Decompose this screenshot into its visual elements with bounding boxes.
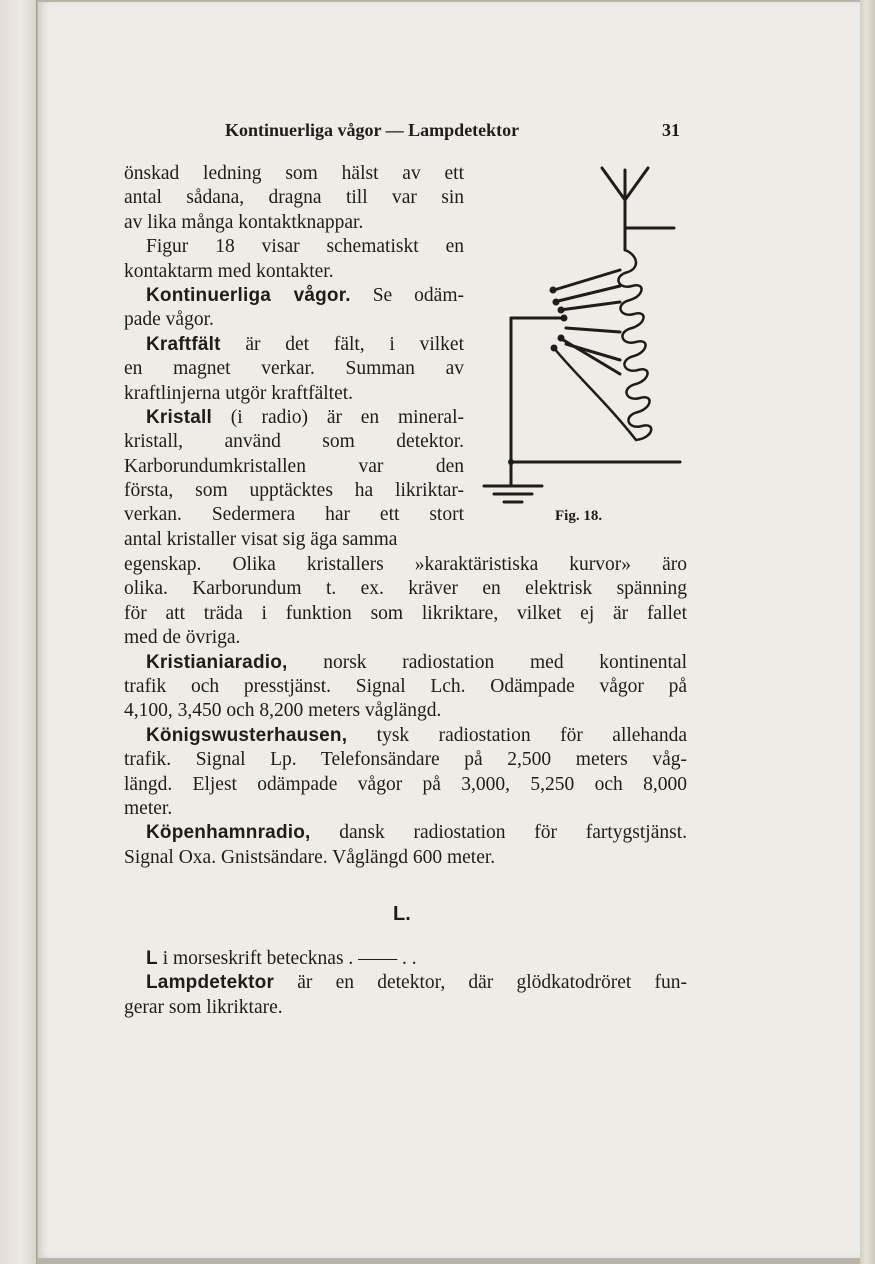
contact-stud-6 [551, 345, 558, 352]
headword: Königswusterhausen, [146, 724, 348, 746]
text-line: av lika många kontaktknappar. [124, 211, 364, 233]
text-line: Kraftfält är det fält, i vilket [146, 333, 464, 355]
headword: Kontinuerliga vågor. [146, 284, 351, 306]
headword: Kristall [146, 406, 213, 428]
text-line: kontaktarm med kontakter. [124, 260, 334, 282]
column-text [124, 162, 464, 552]
text-line: meter. [124, 797, 173, 819]
text-line: för att träda i funktion som likriktare, vilket ej är fallet [124, 602, 687, 624]
running-title: Kontinuerliga vågor — Lampdetektor [225, 120, 520, 140]
headword: L [146, 948, 158, 969]
text-line: första, som upptäcktes ha likriktar- [124, 480, 464, 502]
junction-dot [508, 459, 514, 465]
full-width-text [124, 553, 687, 870]
text-line: Figur 18 visar schematiskt en [146, 236, 464, 258]
contact-stud-2 [553, 299, 560, 306]
text-line: kristall, använd som detektor. [124, 431, 464, 453]
text-line: längd. Eljest odämpade vågor på 3,000, 5,250 och 8,000 [124, 773, 687, 795]
text-line: egenskap. Olika kristallers »karaktäristiska kurvor» äro [124, 554, 687, 575]
text-line: en magnet verkar. Summan av [124, 358, 464, 380]
section-letter: L. [393, 903, 411, 925]
text-line: Karborundumkristallen var den [124, 455, 464, 477]
text-line: antal kristaller visat sig äga samma [124, 528, 398, 550]
text-line: trafik och presstjänst. Signal Lch. Odämpade vågor på [124, 675, 687, 697]
page-stack-edge [860, 0, 875, 1264]
text-line: trafik. Signal Lp. Telefonsändare på 2,500 meters våg- [124, 749, 687, 771]
contact-stud-4 [561, 315, 568, 322]
headword: Köpenhamnradio, [146, 822, 311, 844]
section-l-text [124, 947, 687, 1020]
text-line: Köpenhamnradio, dansk radiostation för fartygstjänst. [146, 822, 687, 844]
headword: Kristianiaradio, [146, 651, 288, 673]
antenna-arm-left [602, 168, 625, 200]
text-line: Kontinuerliga vågor. Se odäm- [146, 284, 464, 306]
text-line: gerar som likriktare. [124, 996, 283, 1018]
headword: Kraftfält [146, 333, 221, 355]
contact-wire-3 [560, 302, 620, 310]
text-line: Königswusterhausen, tysk radiostation för allehanda [146, 724, 687, 746]
contact-stud-3 [558, 307, 565, 314]
contact-wire-4 [566, 328, 620, 332]
text-line: antal sådana, dragna till var sin [124, 187, 464, 209]
text-line: Kristianiaradio, norsk radiostation med kontinental [146, 651, 687, 673]
running-header [225, 120, 680, 144]
contact-stud-5 [558, 335, 565, 342]
text-line: Lampdetektor är en detektor, där glödkatodröret fun- [146, 972, 687, 994]
figure-18-diagram [478, 160, 688, 510]
headword: Lampdetektor [146, 972, 275, 994]
page-number: 31 [662, 120, 680, 140]
text-line: L i morseskrift betecknas . —— . . [146, 948, 417, 969]
text-line: med de övriga. [124, 627, 241, 649]
text-line: Signal Oxa. Gnistsändare. Våglängd 600 meter. [124, 846, 496, 868]
antenna-arm-right [625, 168, 648, 200]
text-line: önskad ledning som hälst av ett [124, 163, 464, 184]
text-line: verkan. Sedermera har ett stort [124, 504, 464, 526]
text-line: olika. Karborundum t. ex. kräver en elektrisk spänning [124, 578, 687, 600]
previous-page-edge [0, 0, 37, 1264]
text-line: kraftlinjerna utgör kraftfältet. [124, 382, 354, 404]
text-line: pade vågor. [124, 309, 214, 331]
text-line: Kristall (i radio) är en mineral- [146, 406, 464, 428]
text-line: 4,100, 3,450 och 8,200 meters våglängd. [124, 700, 442, 722]
figure-caption: Fig. 18. [555, 508, 603, 524]
contact-stud-1 [550, 287, 557, 294]
